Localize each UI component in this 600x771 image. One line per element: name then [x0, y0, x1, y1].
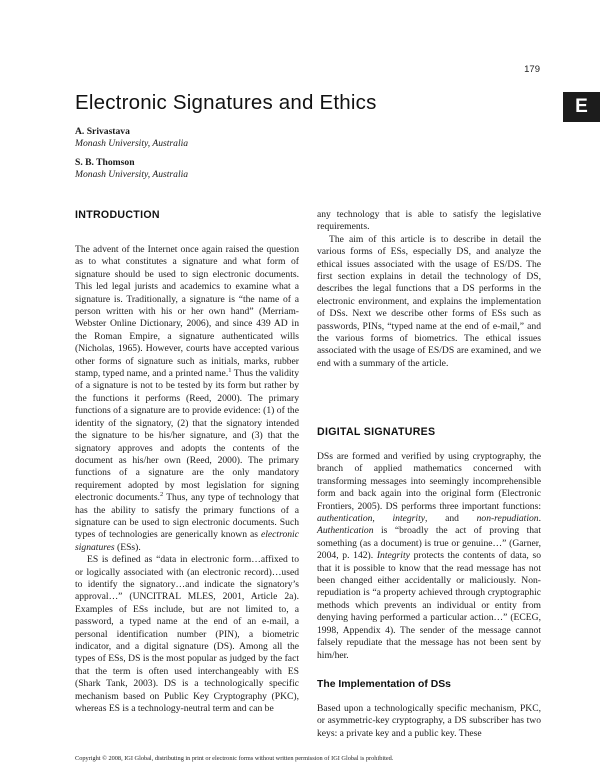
text-run: Thus the validity of a signature is not to be tested by its form but rather by the functions it performs (Reed, 2000). The primary functions of a signature are to provide evidence: (1) of the identity of the signatory, (2) that the signatory intended the signature to be his/her signature, and (3) that the signatory approves and adopts the contents of the document as his/her own (Reed, 2000). The primary functions of a signature are the only mandatory requirement adopted by most legislation for signing electronic documents.: [75, 368, 299, 504]
author-name: S. B. Thomson: [75, 157, 135, 168]
footnote-ref-1: 1: [228, 366, 232, 374]
italic-term: Authentication: [317, 525, 374, 537]
section-tab: E: [563, 92, 600, 122]
text-run: ,: [372, 513, 393, 525]
text-run: protects the contents of data, so that it is possible to know that the read message has not been changed either accidentally or maliciously. Non-repudiation is “a property achieved through cryptographic methods which prevents an individual or entity from denying having performed a particular action…” (ECEG, 1998, Appendix 4). The sender of the message cannot falsely repudiate that the message has not been sent by him/her.: [317, 550, 541, 661]
intro-heading: INTRODUCTION: [75, 209, 160, 221]
intro-paragraph-1: [75, 244, 299, 554]
text-run: The advent of the Internet once again raised the question as to what constitutes a signature and what form of signature should be used to sign electronic documents. This led legal jurists and academics to examine what a signature is. Traditionally, a signature is “the name of a person written with his or her own hand” (Merriam-Webster Online Dictionary, 2006), and since 439 AD in the Roman Empire, a signature authenticated wills (Nicholas, 1965). However, courts have accepted various other forms of signature such as initials, marks, rubber stamp, typed name, and a printed name.: [75, 244, 299, 380]
implementation-paragraph: Based upon a technologically specific mechanism, PKC, or asymmetric-key cryptography, a DS subscriber has two keys: a private key and a public key. These: [317, 703, 541, 739]
italic-term: authentication: [317, 513, 373, 525]
intro-paragraph-2: ES is defined as “data in electronic form…affixed to or logically associated with (an electronic record)…used to identify the signatory…and indicate the signatory’s approval…” (UNCITRAL MLES, 2001, Article 2a). Examples of ESs include, but are not limited to, a password, a typed name at the end of an e-mail, a personal identification number (PIN), a biometric indicator, and a digital signature (DS). Among all the types of ESs, DS is the most popular as judged by the fact that the term is often used interchangeably with ES (Shark Tank, 2003). DS is a technologically specific mechanism based on Public Key Cryptography (PKC), whereas ES is a technology-neutral term and can be: [75, 554, 299, 715]
author-2: [75, 157, 188, 181]
text-run: , and: [425, 513, 477, 525]
right-column-intro: [317, 209, 541, 370]
text-run: Thus, any type of technology that has the ability to satisfy the primary functions of a signature can be used to sign electronic documents. Such types of technologies are generically known as: [75, 492, 299, 541]
author-1: [75, 126, 188, 150]
digital-signatures-heading: DIGITAL SIGNATURES: [317, 426, 436, 438]
intro-continuation: any technology that is able to satisfy the legislative requirements.: [317, 209, 541, 233]
italic-term: Integrity: [376, 550, 410, 562]
italic-term: integrity: [392, 513, 425, 525]
author-name: A. Srivastava: [75, 126, 130, 137]
footnote-ref-2: 2: [159, 490, 164, 498]
italic-term: non-repudiation: [476, 513, 539, 525]
digital-signatures-body: [317, 451, 541, 662]
page-number: 179: [524, 64, 540, 75]
text-run: .: [538, 513, 541, 525]
text-run: is “broadly the act of proving that something (as a document) is true or genuine…” (Garner, 2004, p. 142).: [317, 525, 541, 562]
article-title: Electronic Signatures and Ethics: [75, 91, 377, 114]
implementation-body: [317, 703, 541, 740]
text-run: (ESs).: [114, 541, 141, 553]
left-column: [75, 244, 299, 715]
author-affiliation: Monash University, Australia: [75, 169, 189, 180]
digital-paragraph: [317, 451, 541, 662]
implementation-heading: The Implementation of DSs: [317, 679, 451, 690]
text-run: DSs are formed and verified by using cryptography, the branch of applied mathematics concerned with transforming messages into seemingly incomprehensible form and back again into the original form (Electronic Frontiers, 2005). DS performs three important functions:: [317, 451, 541, 512]
intro-paragraph-3: The aim of this article is to describe in detail the various forms of ESs, especially DS, and analyze the ethical issues associated with the usage of ES/DS. The first section explains in detail the technology of DS, describes the legal functions that a DS performs in the electronic environment, and explains the implementation of DSs. Next we describe other forms of ESs such as passwords, PINs, “typed name at the end of e-mail,” and the various forms of biometrics. The ethical issues associated with the usage of ES/DS are examined, and we end with a summary of the article.: [317, 233, 541, 369]
copyright-footer: Copyright © 2008, IGI Global, distributing in print or electronic forms without written permission of IGI Global is prohibited.: [75, 755, 394, 762]
italic-term: electronic signatures: [75, 529, 299, 553]
author-affiliation: Monash University, Australia: [75, 138, 189, 149]
